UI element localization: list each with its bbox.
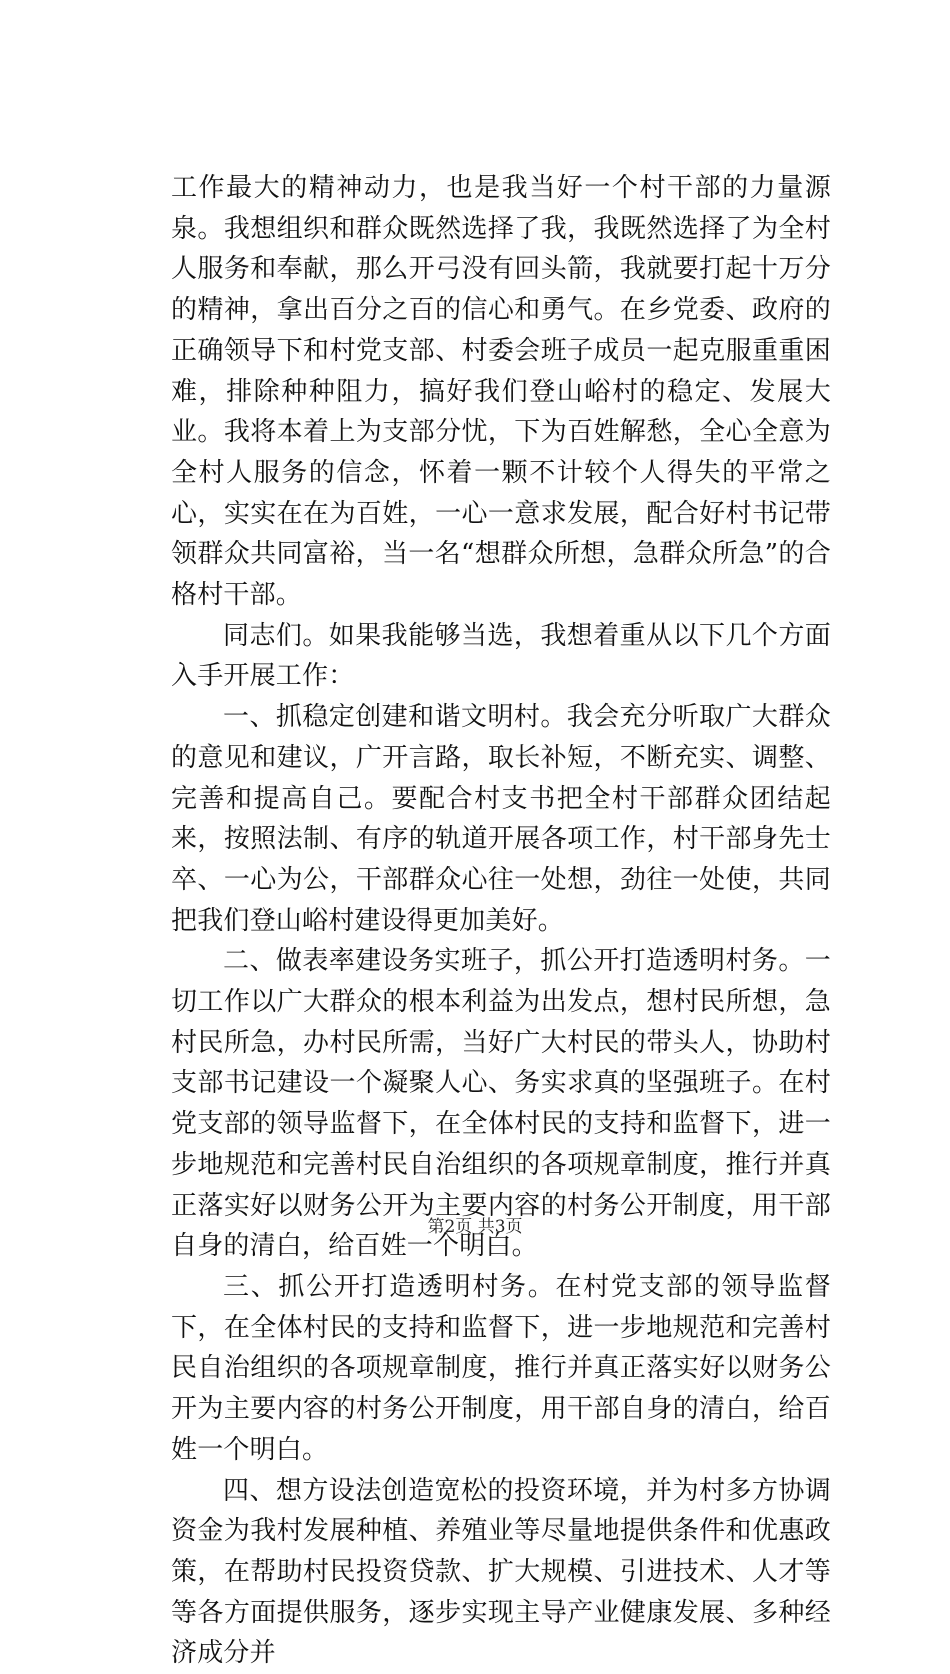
paragraph-point-4: 四、想方设法创造宽松的投资环境，并为村多方协调资金为我村发展种植、养殖业等尽量地提供条件和优惠政策，在帮助村民投资贷款、扩大规模、引进技术、人才等等各方面提供服务，逐步实现主导产业健康发展、多种经济成分并 (171, 1471, 831, 1674)
paragraph-point-3: 三、抓公开打造透明村务。在村党支部的领导监督下，在全体村民的支持和监督下，进一步地规范和完善村民自治组织的各项规章制度，推行并真正落实好以财务公开为主要内容的村务公开制度，用干部自身的清白，给百姓一个明白。 (171, 1267, 831, 1471)
paragraph-intro: 同志们。如果我能够当选，我想着重从以下几个方面入手开展工作： (171, 616, 831, 697)
paragraph-point-2: 二、做表率建设务实班子，抓公开打造透明村务。一切工作以广大群众的根本利益为出发点，想村民所想，急村民所急，办村民所需，当好广大村民的带头人，协助村支部书记建设一个凝聚人心、务实求真的坚强班子。在村党支部的领导监督下，在全体村民的支持和监督下，进一步地规范和完善村民自治组织的各项规章制度，推行并真正落实好以财务公开为主要内容的村务公开制度，用干部自身的清白，给百姓一个明白。 (171, 941, 831, 1267)
document-body (171, 168, 831, 1674)
paragraph-point-1: 一、抓稳定创建和谐文明村。我会充分听取广大群众的意见和建议，广开言路，取长补短，不断充实、调整、完善和提高自己。要配合村支书把全村干部群众团结起来，按照法制、有序的轨道开展各项工作，村干部身先士卒、一心为公，干部群众心往一处想，劲往一处使，共同把我们登山峪村建设得更加美好。 (171, 697, 831, 941)
page-number-footer: 第2页 共3页 (0, 1212, 950, 1237)
paragraph-continuation: 工作最大的精神动力，也是我当好一个村干部的力量源泉。我想组织和群众既然选择了我，我既然选择了为全村人服务和奉献，那么开弓没有回头箭，我就要打起十万分的精神，拿出百分之百的信心和勇气。在乡党委、政府的正确领导下和村党支部、村委会班子成员一起克服重重困难，排除种种阻力，搞好我们登山峪村的稳定、发展大业。我将本着上为支部分忧，下为百姓解愁，全心全意为全村人服务的信念，怀着一颗不计较个人得失的平常之心，实实在在为百姓，一心一意求发展，配合好村书记带领群众共同富裕，当一名“想群众所想，急群众所急”的合格村干部。 (171, 168, 831, 616)
